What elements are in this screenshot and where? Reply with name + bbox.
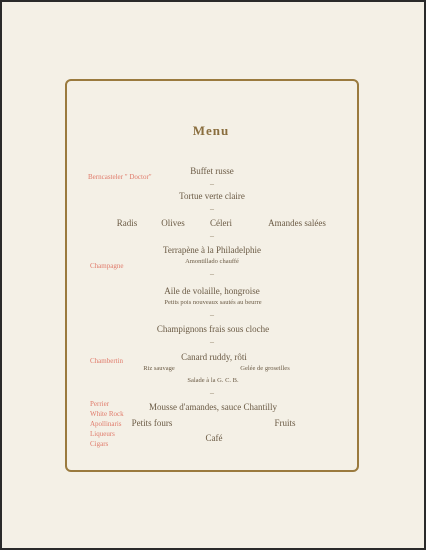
course-amandes: Amandes salées [268, 218, 326, 228]
menu-title: Menu [192, 123, 230, 138]
course-canard: Canard ruddy, rôti [181, 352, 247, 362]
course-terrapene: Terrapène à la Philadelphie [162, 245, 262, 255]
wine-bernkasteler: Berncasteler " Doctor" [88, 173, 152, 181]
wine-liqueurs: Liqueurs [90, 430, 115, 438]
course-petits-fours: Petits fours [131, 418, 173, 428]
wine-cigars: Cigars [90, 440, 109, 448]
course-celeri: Céleri [210, 218, 232, 228]
course-tortue: Tortue verte claire [179, 191, 245, 201]
wine-chambertin: Chambertin [90, 357, 124, 365]
course-fruits: Fruits [274, 418, 296, 428]
course-olives: Olives [161, 218, 185, 228]
wine-apollinaris: Apollinaris [90, 420, 122, 428]
menu-page [2, 2, 424, 548]
course-champignons: Champignons frais sous cloche [156, 324, 270, 334]
course-aile-volaille: Aile de volaille, hongroise [164, 286, 260, 296]
divider-dash: – [210, 388, 214, 397]
wine-white-rock: White Rock [90, 410, 124, 418]
course-cafe: Café [205, 433, 223, 443]
course-mousse: Mousse d'amandes, sauce Chantilly [148, 402, 278, 412]
divider-dash: – [210, 179, 214, 188]
wine-champagne: Champagne [90, 262, 124, 270]
course-salade: Salade à la G. C. B. [187, 377, 239, 384]
course-riz-sauvage: Riz sauvage [143, 365, 175, 372]
course-amontillado: Amontillado chauffé [185, 258, 239, 265]
wine-perrier: Perrier [90, 400, 110, 408]
divider-dash: – [210, 231, 214, 240]
course-gelee: Gelée de groseilles [240, 365, 290, 372]
divider-dash: – [210, 204, 214, 213]
divider-dash: – [210, 310, 214, 319]
divider-dash: – [210, 337, 214, 346]
course-buffet-russe: Buffet russe [190, 166, 234, 176]
course-petits-pois: Petits pois nouveaux sautés au beurre [164, 299, 262, 306]
divider-dash: – [210, 269, 214, 278]
course-radis: Radis [116, 218, 138, 228]
